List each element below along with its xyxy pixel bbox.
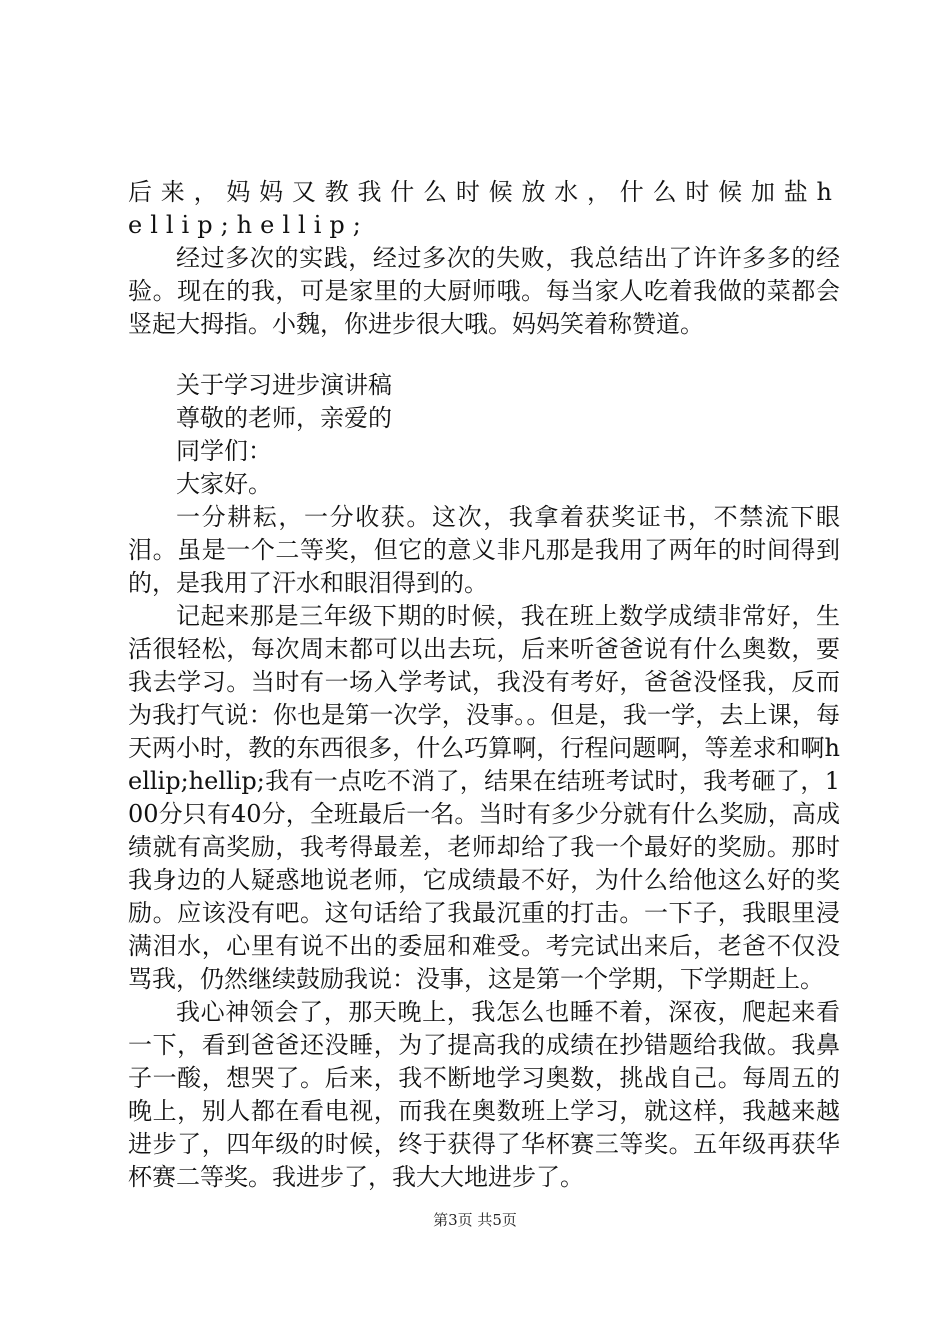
document-page (128, 176, 840, 1194)
speech-paragraph-3: 我心神领会了，那天晚上，我怎么也睡不着，深夜，爬起来看一下，看到爸爸还没睡，为了提高我的成绩在抄错题给我做。我鼻子一酸，想哭了。后来，我不断地学习奥数，挑战自己。每周五的晚上，别人都在看电视，而我在奥数班上学习，就这样，我越来越进步了，四年级的时候，终于获得了华杯赛三等奖。五年级再获华杯赛二等奖。我进步了，我大大地进步了。 (128, 998, 840, 1191)
speech-greeting-2: 同学们： (176, 437, 272, 465)
page-footer: 第3页 共5页 (433, 1211, 517, 1229)
speech-greeting-3: 大家好。 (176, 470, 272, 498)
speech-paragraph-1: 一分耕耘，一分收获。这次，我拿着获奖证书，不禁流下眼泪。虽是一个二等奖，但它的意义非凡那是我用了两年的时间得到的，是我用了汗水和眼泪得到的。 (128, 503, 840, 597)
paragraph-top-2: 经过多次的实践，经过多次的失败，我总结出了许许多多的经验。现在的我，可是家里的大厨师哦。每当家人吃着我做的菜都会竖起大拇指。小魏，你进步很大哦。妈妈笑着称赞道。 (128, 244, 840, 338)
speech-title: 关于学习进步演讲稿 (176, 371, 392, 399)
section-gap (128, 341, 840, 369)
paragraph-top-1: 后来，妈妈又教我什么时候放水，什么时候加盐hellip;hellip; (128, 178, 840, 239)
speech-paragraph-2: 记起来那是三年级下期的时候，我在班上数学成绩非常好，生活很轻松，每次周末都可以出去玩，后来听爸爸说有什么奥数，要我去学习。当时有一场入学考试，我没有考好，爸爸没怪我，反而为我打气说：你也是第一次学，没事。。但是，我一学，去上课，每天两小时，教的东西很多，什么巧算啊，行程问题啊，等差求和啊hellip;hellip;我有一点吃不消了，结果在结班考试时，我考砸了，100分只有40分，全班最后一名。当时有多少分就有什么奖励，高成绩就有高奖励，我考得最差，老师却给了我一个最好的奖励。那时我身边的人疑惑地说老师，它成绩最不好，为什么给他这么好的奖励。应该没有吧。这句话给了我最沉重的打击。一下子，我眼里浸满泪水，心里有说不出的委屈和难受。考完试出来后，老爸不仅没骂我，仍然继续鼓励我说：没事，这是第一个学期，下学期赶上。 (128, 602, 840, 993)
speech-greeting-1: 尊敬的老师，亲爱的 (176, 404, 392, 432)
